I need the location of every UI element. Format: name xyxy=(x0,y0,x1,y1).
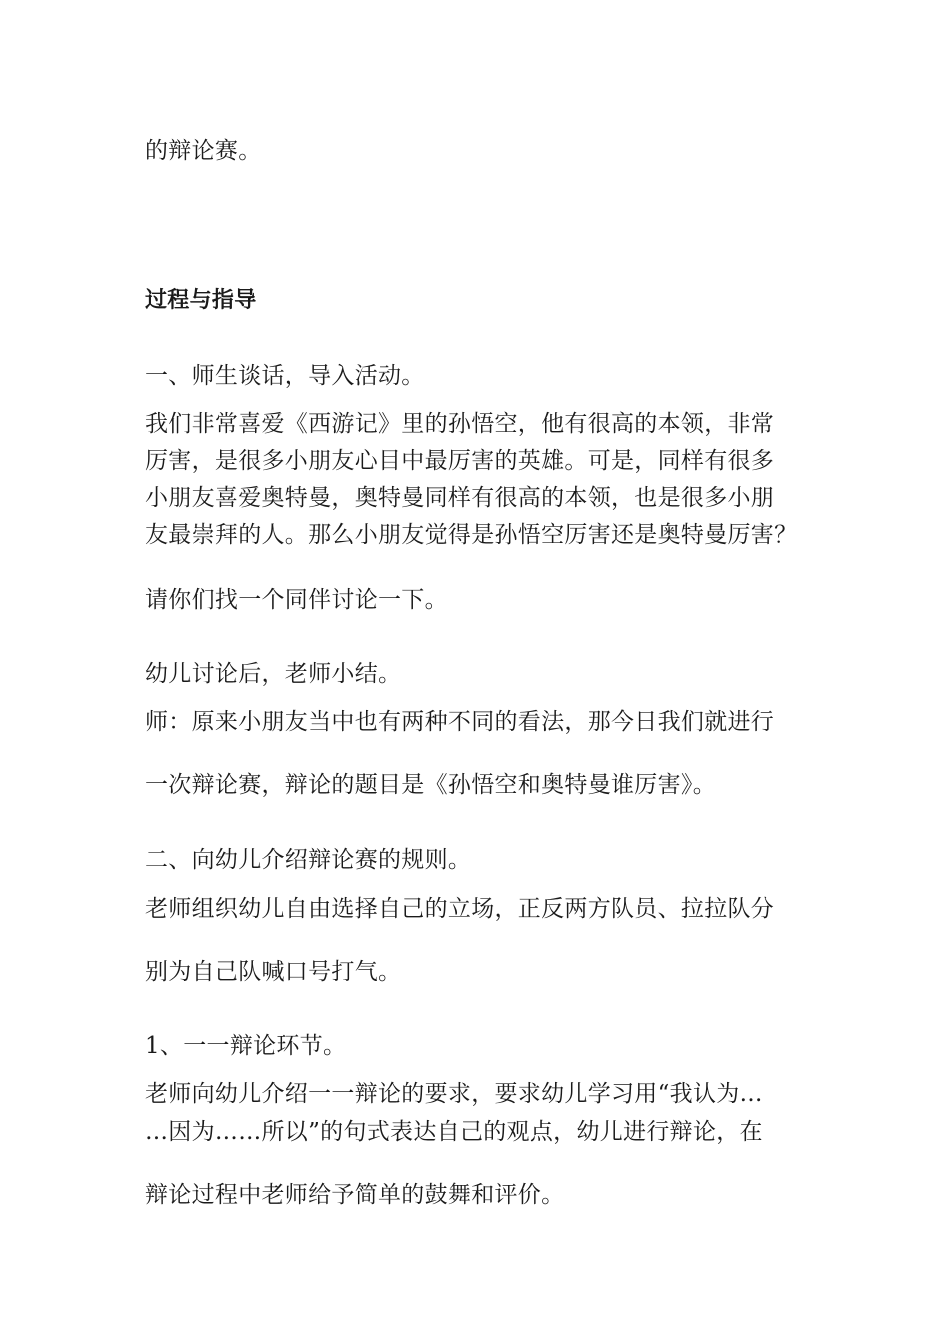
intro-paragraph-line-2: 厉害，是很多小朋友心目中最厉害的英雄。可是，同样有很多 xyxy=(145,448,775,474)
step-one-title: 一、师生谈话，导入活动。 xyxy=(145,363,425,389)
intro-paragraph-line-3: 小朋友喜爱奥特曼，奥特曼同样有很高的本领，也是很多小朋 xyxy=(145,485,775,511)
intro-paragraph-line-4: 友最崇拜的人。那么小朋友觉得是孙悟空厉害还是奥特曼厉害？ xyxy=(145,522,798,548)
discussion-prompt: 请你们找一个同伴讨论一下。 xyxy=(145,587,448,613)
teacher-quote-line-2: 一次辩论赛，辩论的题目是《孙悟空和奥特曼谁厉害》。 xyxy=(145,772,716,798)
debate-paragraph-line-1: 老师向幼儿介绍一一辩论的要求，要求幼儿学习用“我认为… xyxy=(145,1081,763,1107)
teacher-quote-line-1: 师：原来小朋友当中也有两种不同的看法，那今日我们就进行 xyxy=(145,709,775,735)
paragraph-continuation: 的辩论赛。 xyxy=(145,138,262,164)
debate-paragraph-line-3: 辩论过程中老师给予简单的鼓舞和评价。 xyxy=(145,1182,565,1208)
sub-step-one-title: 1、一一辩论环节。 xyxy=(145,1033,347,1059)
step-two-title: 二、向幼儿介绍辩论赛的规则。 xyxy=(145,847,472,873)
intro-paragraph-line-1: 我们非常喜爱《西游记》里的孙悟空，他有很高的本领，非常 xyxy=(145,411,775,437)
rules-paragraph-line-2: 别为自己队喊口号打气。 xyxy=(145,959,402,985)
section-heading: 过程与指导 xyxy=(145,288,257,313)
teacher-summary: 幼儿讨论后，老师小结。 xyxy=(145,661,402,687)
rules-paragraph-line-1: 老师组织幼儿自由选择自己的立场，正反两方队员、拉拉队分 xyxy=(145,896,775,922)
debate-paragraph-line-2: …因为……所以”的句式表达自己的观点，幼儿进行辩论，在 xyxy=(145,1119,763,1145)
